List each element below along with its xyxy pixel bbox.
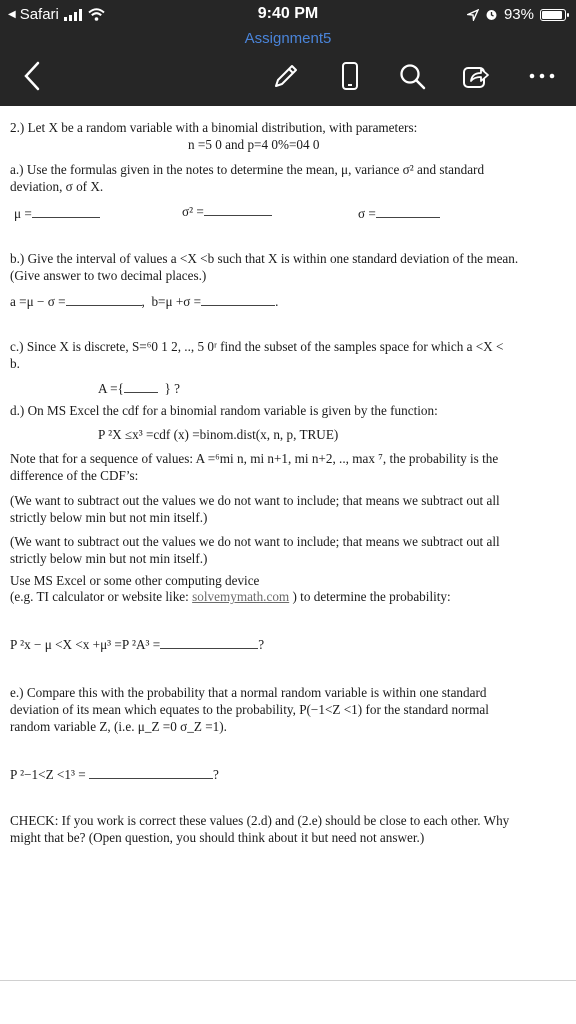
- document-page[interactable]: [0, 106, 576, 1024]
- part-b-text-2: (Give answer to two decimal places.): [10, 268, 207, 283]
- d-eq-blank[interactable]: [160, 636, 258, 649]
- part-e-text-2: deviation of its mean which equates to the probability, P(−1<Z <1) for the standard normal: [10, 702, 489, 717]
- part-d-hint-2a: (We want to subtract out the values we do not want to include; that means we subtract out all: [10, 534, 500, 549]
- part-c-set: [98, 380, 180, 397]
- page-divider: [0, 980, 576, 981]
- back-chevron-icon[interactable]: [14, 58, 50, 94]
- e-eq-question: ?: [212, 767, 219, 782]
- status-time: 9:40 PM: [257, 5, 319, 22]
- part-a-sd: [358, 205, 440, 222]
- variance-label: σ² =: [182, 204, 204, 219]
- phone-icon[interactable]: [332, 58, 368, 94]
- part-c-text-2: b.: [10, 356, 20, 371]
- part-e-text: e.) Compare this with the probability that a normal random variable is within one standard: [10, 685, 487, 700]
- part-d-equation: [10, 636, 264, 653]
- e-eq-label: P ²−1<Z <1³ =: [10, 767, 86, 782]
- sd-label: σ =: [358, 206, 376, 221]
- mean-blank[interactable]: [32, 205, 100, 218]
- d-eq-question: ?: [258, 637, 265, 652]
- part-d-device-2: [10, 589, 451, 605]
- mean-label: μ =: [14, 206, 32, 221]
- b-blank[interactable]: [201, 293, 275, 306]
- part-c-text: c.) Since X is discrete, S=⁶0 1 2, .., 5 0ʳ find the subset of the samples space for which a <X <: [10, 339, 504, 354]
- more-icon[interactable]: [524, 58, 560, 94]
- part-d-device: Use MS Excel or some other computing device: [10, 573, 260, 588]
- toolbar: [0, 54, 576, 98]
- set-blank[interactable]: [124, 380, 158, 393]
- solvemymath-link[interactable]: solvemymath.com: [192, 589, 290, 604]
- e-eq-blank[interactable]: [89, 766, 213, 779]
- b-label: b=μ +σ =: [151, 294, 202, 309]
- sd-blank[interactable]: [376, 205, 440, 218]
- part-e-equation: [10, 766, 219, 783]
- location-icon: [467, 9, 479, 21]
- part-d-hint-1b: strictly below min but not min itself.): [10, 510, 208, 525]
- a-label: a =μ − σ =: [10, 294, 66, 309]
- part-d-text: d.) On MS Excel the cdf for a binomial random variable is given by the function:: [10, 403, 438, 418]
- back-app-label[interactable]: Safari: [19, 6, 59, 23]
- set-open: A ={: [98, 381, 124, 396]
- part-e-text-3: random variable Z, (i.e. μ_Z =0 σ_Z =1).: [10, 719, 227, 734]
- part-d-note: Note that for a sequence of values: A =⁶mi n, mi n+1, mi n+2, .., max ⁷, the probability is the: [10, 451, 499, 466]
- battery-percent: 93%: [503, 6, 534, 23]
- part-d-function: P ²X ≤x³ =cdf (x) =binom.dist(x, n, p, TRUE): [98, 427, 339, 442]
- status-right: [467, 6, 566, 23]
- part-b-interval: [10, 293, 278, 310]
- part-a-variance: [182, 203, 272, 220]
- set-close: } ?: [164, 381, 180, 396]
- part-a-text: a.) Use the formulas given in the notes to determine the mean, μ, variance σ² and standard: [10, 162, 485, 177]
- variance-blank[interactable]: [204, 203, 272, 216]
- markup-pen-icon[interactable]: [268, 58, 304, 94]
- search-icon[interactable]: [394, 58, 430, 94]
- part-b-text: b.) Give the interval of values a <X <b such that X is within one standard deviation of the mean.: [10, 251, 519, 266]
- battery-fill: [542, 11, 562, 19]
- part-d-note-2: difference of the CDF’s:: [10, 468, 139, 483]
- part-d-hint-2b: strictly below min but not min itself.): [10, 551, 208, 566]
- app-chrome: [0, 0, 576, 106]
- a-blank[interactable]: [66, 293, 142, 306]
- alarm-icon: [485, 8, 498, 21]
- device-suffix: ) to determine the probability:: [289, 589, 451, 604]
- interval-period: .: [275, 294, 279, 309]
- back-arrow-icon[interactable]: ◀: [8, 9, 16, 20]
- part-a-text-2: deviation, σ of X.: [10, 179, 104, 194]
- check-text: CHECK: If you work is correct these values (2.d) and (2.e) should be close to each other. Why: [10, 813, 510, 828]
- share-icon[interactable]: [458, 58, 494, 94]
- battery-icon: [540, 9, 566, 21]
- document-title: Assignment5: [244, 30, 332, 47]
- d-eq-label: P ²x − μ <X <x +μ³ =P ²A³ =: [10, 637, 161, 652]
- device-prefix: (e.g. TI calculator or website like:: [10, 589, 193, 604]
- status-bar: [0, 0, 576, 30]
- problem-parameters: n =5 0 and p=4 0%=04 0: [188, 137, 320, 152]
- part-d-hint-1a: (We want to subtract out the values we do not want to include; that means we subtract out all: [10, 493, 500, 508]
- problem-intro: 2.) Let X be a random variable with a binomial distribution, with parameters:: [10, 120, 418, 135]
- check-text-2: might that be? (Open question, you should think about it but need not answer.): [10, 830, 425, 845]
- part-a-mean: [14, 205, 100, 222]
- interval-comma: ,: [141, 294, 145, 309]
